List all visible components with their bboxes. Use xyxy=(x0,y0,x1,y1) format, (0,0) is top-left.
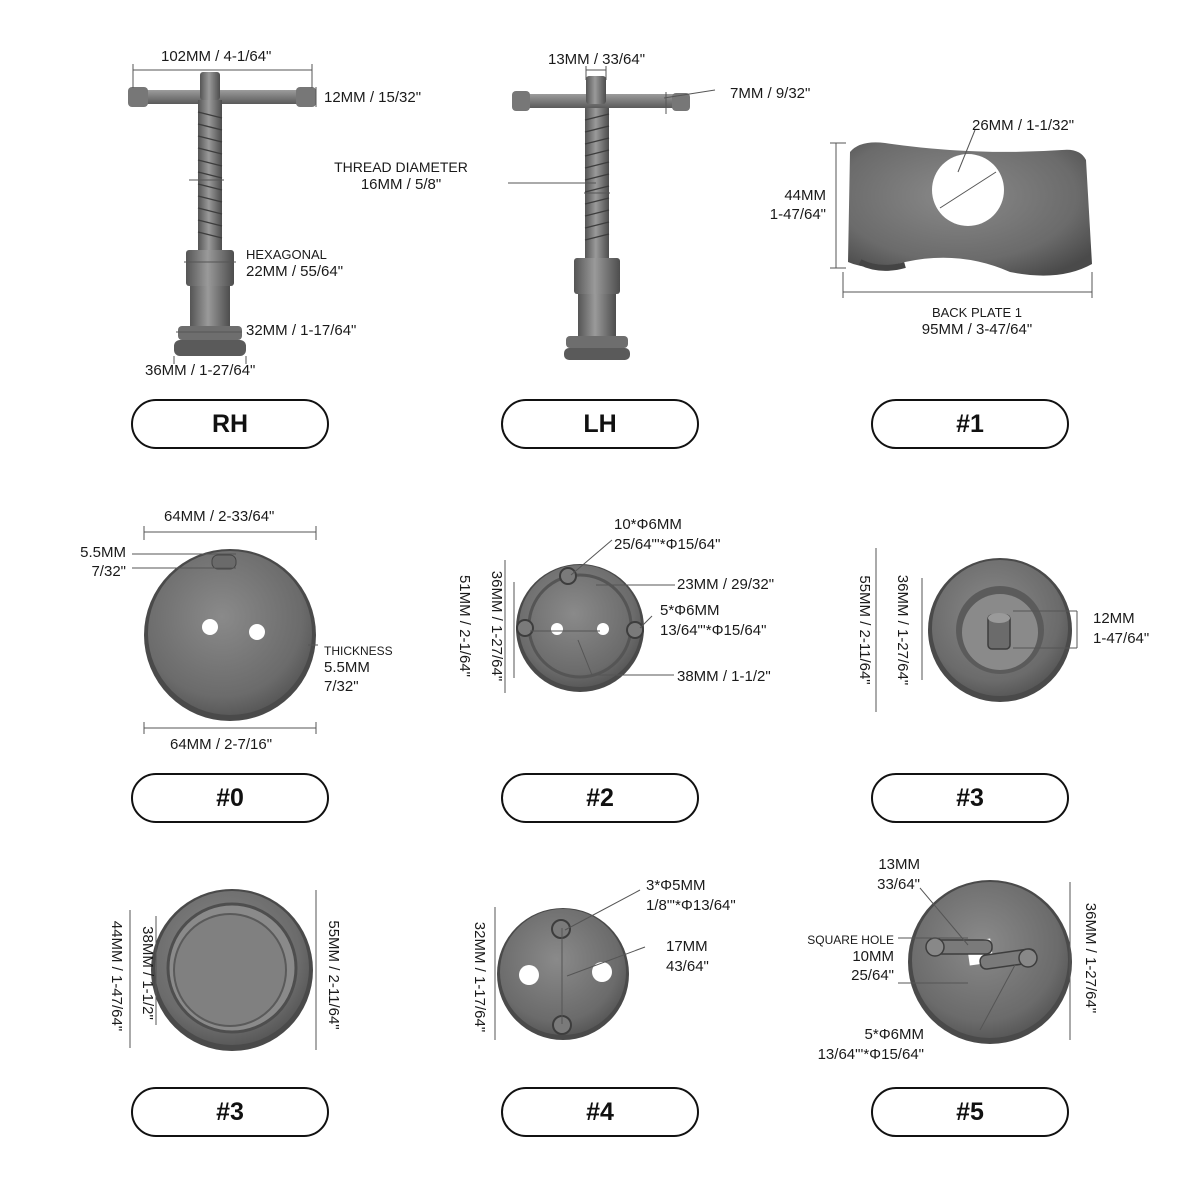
plate0-pin-mm: 5.5MM xyxy=(80,544,126,561)
plate-5-image xyxy=(908,880,1072,1044)
plate4-span-in: 43/64" xyxy=(666,958,709,975)
rh-thread-title: THREAD DIAMETER xyxy=(334,159,468,175)
plate5-square-in: 25/64" xyxy=(851,967,894,984)
plate2-inner-height: 36MM / 1-27/64" xyxy=(488,570,505,682)
plate1-height-in: 1-47/64" xyxy=(769,206,826,223)
plate0-top-size: 64MM / 2-33/64" xyxy=(164,508,275,525)
lh-tool-image xyxy=(512,76,690,360)
rh-thread-size: 16MM / 5/8" xyxy=(360,176,442,193)
plate1-title: BACK PLATE 1 xyxy=(931,305,1023,320)
plate5-pin-in: 13/64"'*Φ15/64" xyxy=(817,1046,924,1063)
plate4-height: 32MM / 1-17/64" xyxy=(471,921,488,1033)
plate3-stub-in: 1-47/64" xyxy=(1093,630,1150,647)
plate2-pin-mm: 10*Φ6MM xyxy=(614,516,682,533)
plate0-bottom-size: 64MM / 2-7/16" xyxy=(170,736,273,753)
plate0-thickness-in: 7/32" xyxy=(324,678,359,695)
pill-3b-text: #3 xyxy=(216,1097,244,1126)
pill-0-text: #0 xyxy=(216,783,244,812)
plate3b-inner-height: 38MM / 1-1/2" xyxy=(139,926,156,1020)
label-pill-0 xyxy=(131,773,329,823)
plate5-square-mm: 10MM xyxy=(852,948,894,965)
label-pill-3 xyxy=(871,773,1069,823)
plate4-span-mm: 17MM xyxy=(666,938,708,955)
plate2-span: 23MM / 29/32" xyxy=(677,576,775,593)
plate0-thickness-mm: 5.5MM xyxy=(324,659,370,676)
pill-2-text: #2 xyxy=(586,783,614,812)
plate5-height: 36MM / 1-27/64" xyxy=(1082,902,1099,1014)
rh-base-size: 32MM / 1-17/64" xyxy=(246,322,357,339)
plate1-height-mm: 44MM xyxy=(784,187,826,204)
plate5-square-title: SQUARE HOLE xyxy=(807,933,894,947)
plate5-top-in: 33/64" xyxy=(877,876,920,893)
pill-rh-text: RH xyxy=(211,409,249,438)
pill-5-text: #5 xyxy=(956,1097,984,1126)
plate0-pin-in: 7/32" xyxy=(91,563,126,580)
plate-1-image xyxy=(848,142,1092,275)
label-pill-3b xyxy=(131,1087,329,1137)
plate-2-image xyxy=(516,564,644,692)
plate0-thickness-title: THICKNESS xyxy=(324,644,393,658)
plate3-inner-height: 36MM / 1-27/64" xyxy=(894,574,911,686)
rh-thread-label xyxy=(324,158,478,194)
rh-hex-size: 22MM / 55/64" xyxy=(246,263,344,280)
plate3-stub-mm: 12MM xyxy=(1093,610,1135,627)
plate5-top-mm: 13MM xyxy=(878,856,920,873)
plate-4-image xyxy=(497,908,629,1040)
plate2-side-in: 13/64"'*Φ15/64" xyxy=(660,622,767,639)
rh-pin-size: 12MM / 15/32" xyxy=(324,89,422,106)
rh-foot-size: 36MM / 1-27/64" xyxy=(145,362,256,379)
plate4-pin-in: 1/8"'*Φ13/64" xyxy=(646,897,736,914)
label-pill-rh xyxy=(131,399,329,449)
plate4-pin-mm: 3*Φ5MM xyxy=(646,877,706,894)
pill-lh-text: LH xyxy=(583,409,617,438)
plate-3-image xyxy=(928,558,1072,702)
plate-0-image xyxy=(144,549,316,721)
pill-3-text: #3 xyxy=(956,783,984,812)
plate-3b-image xyxy=(151,889,313,1051)
label-pill-5 xyxy=(871,1087,1069,1137)
plate3b-right-height: 55MM / 2-11/64" xyxy=(325,920,342,1030)
plate3b-left-height: 44MM / 1-47/64" xyxy=(108,920,125,1032)
plate1-hole-size: 26MM / 1-1/32" xyxy=(972,117,1075,134)
label-pill-lh xyxy=(501,399,699,449)
plate3-outer-height: 55MM / 2-11/64" xyxy=(856,575,873,685)
plate5-pin-mm: 5*Φ6MM xyxy=(864,1026,924,1043)
label-pill-2 xyxy=(501,773,699,823)
label-pill-4 xyxy=(501,1087,699,1137)
label-pill-1 xyxy=(871,399,1069,449)
plate2-diameter: 38MM / 1-1/2" xyxy=(677,668,771,685)
rh-handle-length: 102MM / 4-1/64" xyxy=(161,48,272,65)
plate1-width: 95MM / 3-47/64" xyxy=(921,321,1033,338)
lh-pin-size: 7MM / 9/32" xyxy=(730,85,811,102)
rh-hex-title: HEXAGONAL xyxy=(246,247,327,262)
plate2-side-mm: 5*Φ6MM xyxy=(660,602,720,619)
lh-top-size: 13MM / 33/64" xyxy=(548,51,646,68)
pill-4-text: #4 xyxy=(586,1097,614,1126)
rh-tool-image xyxy=(128,72,316,356)
plate2-outer-height: 51MM / 2-1/64" xyxy=(456,574,473,678)
pill-1-text: #1 xyxy=(956,409,984,438)
plate2-pin-in: 25/64"'*Φ15/64" xyxy=(614,536,721,553)
